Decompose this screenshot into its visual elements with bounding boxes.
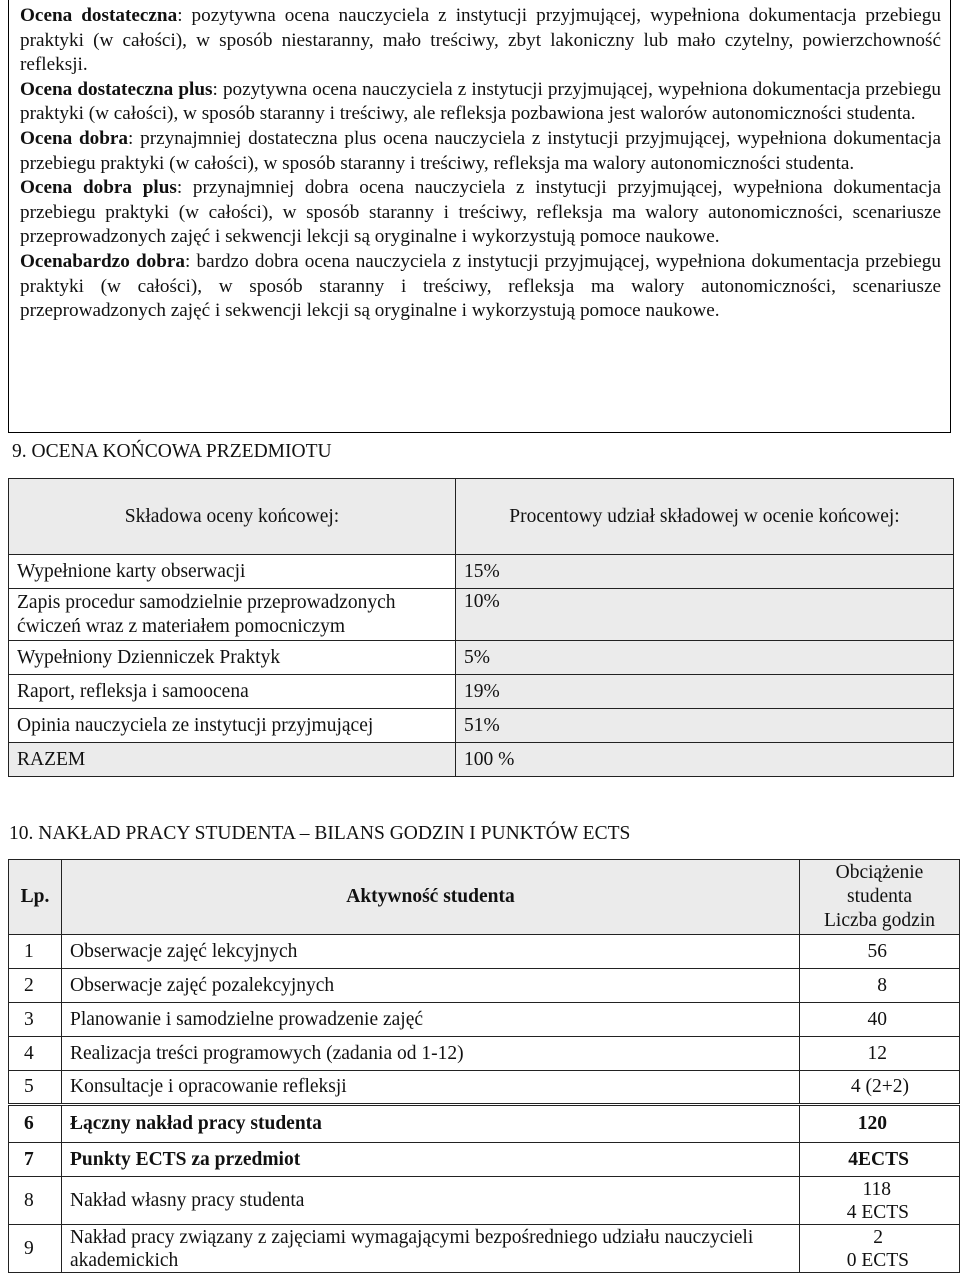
section-9-title: 9. OCENA KOŃCOWA PRZEDMIOTU <box>12 441 332 462</box>
criterion-text: : bardzo dobra ocena nauczyciela z instytucji przyjmującej, wypełniona dokumentacja przebiegu praktyki (w całości), w sposób staranny i treściwy, refleksja ma walory autonomiczności, scenariusze przeprowadzonych zajęć i sekwencji lekcji są oryginalne i wykorzystują pomoce naukowe. <box>20 250 941 322</box>
row-activity: Łączny nakład pracy studenta <box>62 1105 800 1143</box>
table-row <box>9 969 960 1003</box>
row-value: 40 <box>800 1003 960 1037</box>
criterion-bardzo-dobra <box>20 250 941 324</box>
component-percent: 100 % <box>456 743 954 777</box>
load-header-line: studenta <box>847 886 912 907</box>
col-load-header <box>800 860 960 935</box>
table-row <box>9 1071 960 1105</box>
row-lp: 9 <box>9 1225 62 1273</box>
section-10-title: 10. NAKŁAD PRACY STUDENTA – BILANS GODZIN I PUNKTÓW ECTS <box>9 823 631 844</box>
table-row <box>9 709 954 743</box>
row-activity: Obserwacje zajęć pozalekcyjnych <box>62 969 800 1003</box>
table-row-total-load <box>9 1105 960 1143</box>
component-name: Wypełniony Dzienniczek Praktyk <box>9 641 456 675</box>
load-header-line: Liczba godzin <box>824 910 935 931</box>
col-activity-header: Aktywność studenta <box>62 860 800 935</box>
row-activity: Punkty ECTS za przedmiot <box>62 1143 800 1177</box>
load-header-line: Obciążenie <box>835 862 924 883</box>
row-value: 120 <box>800 1105 960 1143</box>
row-value <box>800 1177 960 1225</box>
row-lp: 7 <box>9 1143 62 1177</box>
criterion-dobra-plus <box>20 176 941 250</box>
row-lp: 5 <box>9 1071 62 1105</box>
row-value <box>800 1225 960 1273</box>
col-percent-header: Procentowy udział składowej w ocenie końcowej: <box>456 479 954 555</box>
component-name: Opinia nauczyciela ze instytucji przyjmującej <box>9 709 456 743</box>
table-row-total <box>9 743 954 777</box>
row-value: 12 <box>800 1037 960 1071</box>
criterion-dostateczna-plus <box>20 78 941 127</box>
row-value: 8 <box>800 969 960 1003</box>
criterion-label: Ocena dobra <box>20 127 129 149</box>
row-activity: Nakład własny pracy studenta <box>62 1177 800 1225</box>
component-percent: 10% <box>456 589 954 641</box>
component-percent: 51% <box>456 709 954 743</box>
row-value-hours: 2 <box>873 1226 883 1248</box>
row-activity: Nakład pracy związany z zajęciami wymagającymi bezpośredniego udziału nauczycieli akademickich <box>62 1225 800 1273</box>
component-name: Zapis procedur samodzielnie przeprowadzonych ćwiczeń wraz z materiałem pomocniczym <box>9 589 456 641</box>
row-value: 56 <box>800 935 960 969</box>
row-lp: 6 <box>9 1105 62 1143</box>
component-name: RAZEM <box>9 743 456 777</box>
table-row <box>9 1003 960 1037</box>
row-value-ects: 0 ECTS <box>846 1249 909 1271</box>
row-value-hours: 118 <box>862 1178 891 1200</box>
table-row <box>9 935 960 969</box>
row-activity: Realizacja treści programowych (zadania od 1-12) <box>62 1037 800 1071</box>
component-percent: 19% <box>456 675 954 709</box>
table-row <box>9 675 954 709</box>
component-name: Wypełnione karty obserwacji <box>9 555 456 589</box>
row-activity: Planowanie i samodzielne prowadzenie zajęć <box>62 1003 800 1037</box>
row-activity: Konsultacje i opracowanie refleksji <box>62 1071 800 1105</box>
row-activity: Obserwacje zajęć lekcyjnych <box>62 935 800 969</box>
table-row <box>9 555 954 589</box>
ects-table <box>8 859 960 1273</box>
row-lp: 4 <box>9 1037 62 1071</box>
row-lp: 1 <box>9 935 62 969</box>
row-value: 4ECTS <box>800 1143 960 1177</box>
criterion-dobra <box>20 127 941 176</box>
criterion-text: : pozytywna ocena nauczyciela z instytucji przyjmującej, wypełniona dokumentacja przebiegu praktyki (w całości), w sposób staranny i treściwy, ale refleksja pozbawiona jest walorów autonomiczności studenta. <box>20 78 942 125</box>
col-component-header: Składowa oceny końcowej: <box>9 479 456 555</box>
table-row <box>9 1225 960 1273</box>
row-value: 4 (2+2) <box>800 1071 960 1105</box>
criterion-label: Ocenabardzo dobra <box>20 250 186 272</box>
component-name: Raport, refleksja i samoocena <box>9 675 456 709</box>
row-value-ects: 4 ECTS <box>846 1201 909 1223</box>
table-row <box>9 589 954 641</box>
component-percent: 5% <box>456 641 954 675</box>
row-lp: 8 <box>9 1177 62 1225</box>
criterion-text: : przynajmniej dostateczna plus ocena nauczyciela z instytucji przyjmującej, wypełniona dokumentacja przebiegu praktyki (w całości), w sposób staranny i treściwy, refleksja ma walory autonomiczności studenta. <box>20 127 941 174</box>
table-row <box>9 641 954 675</box>
criterion-label: Ocena dostateczna plus <box>20 78 213 100</box>
final-grade-table <box>8 478 954 777</box>
col-lp-header: Lp. <box>9 860 62 935</box>
row-lp: 3 <box>9 1003 62 1037</box>
criterion-label: Ocena dobra plus <box>20 177 177 199</box>
table-row-ects <box>9 1143 960 1177</box>
criterion-text: : pozytywna ocena nauczyciela z instytucji przyjmującej, wypełniona dokumentacja przebiegu praktyki (w całości), w sposób niestaranny, mało treściwy, zbyt lakoniczny lub mało czytelny, powierzchowność refleksji. <box>20 5 941 76</box>
criterion-label: Ocena dostateczna <box>20 5 178 26</box>
grading-criteria-box <box>8 0 951 433</box>
criterion-text: : przynajmniej dobra ocena nauczyciela z instytucji przyjmującej, wypełniona dokumentacja przebiegu praktyki (w całości), w sposób staranny i treściwy, refleksja ma walory autonomiczności, scenariusze przeprowadzonych zajęć i sekwencji lekcji są oryginalne i wykorzystują pomoce naukowe. <box>20 177 941 248</box>
row-lp: 2 <box>9 969 62 1003</box>
component-percent: 15% <box>456 555 954 589</box>
criterion-dostateczna <box>20 4 941 78</box>
table-row <box>9 1177 960 1225</box>
table-row <box>9 1037 960 1071</box>
